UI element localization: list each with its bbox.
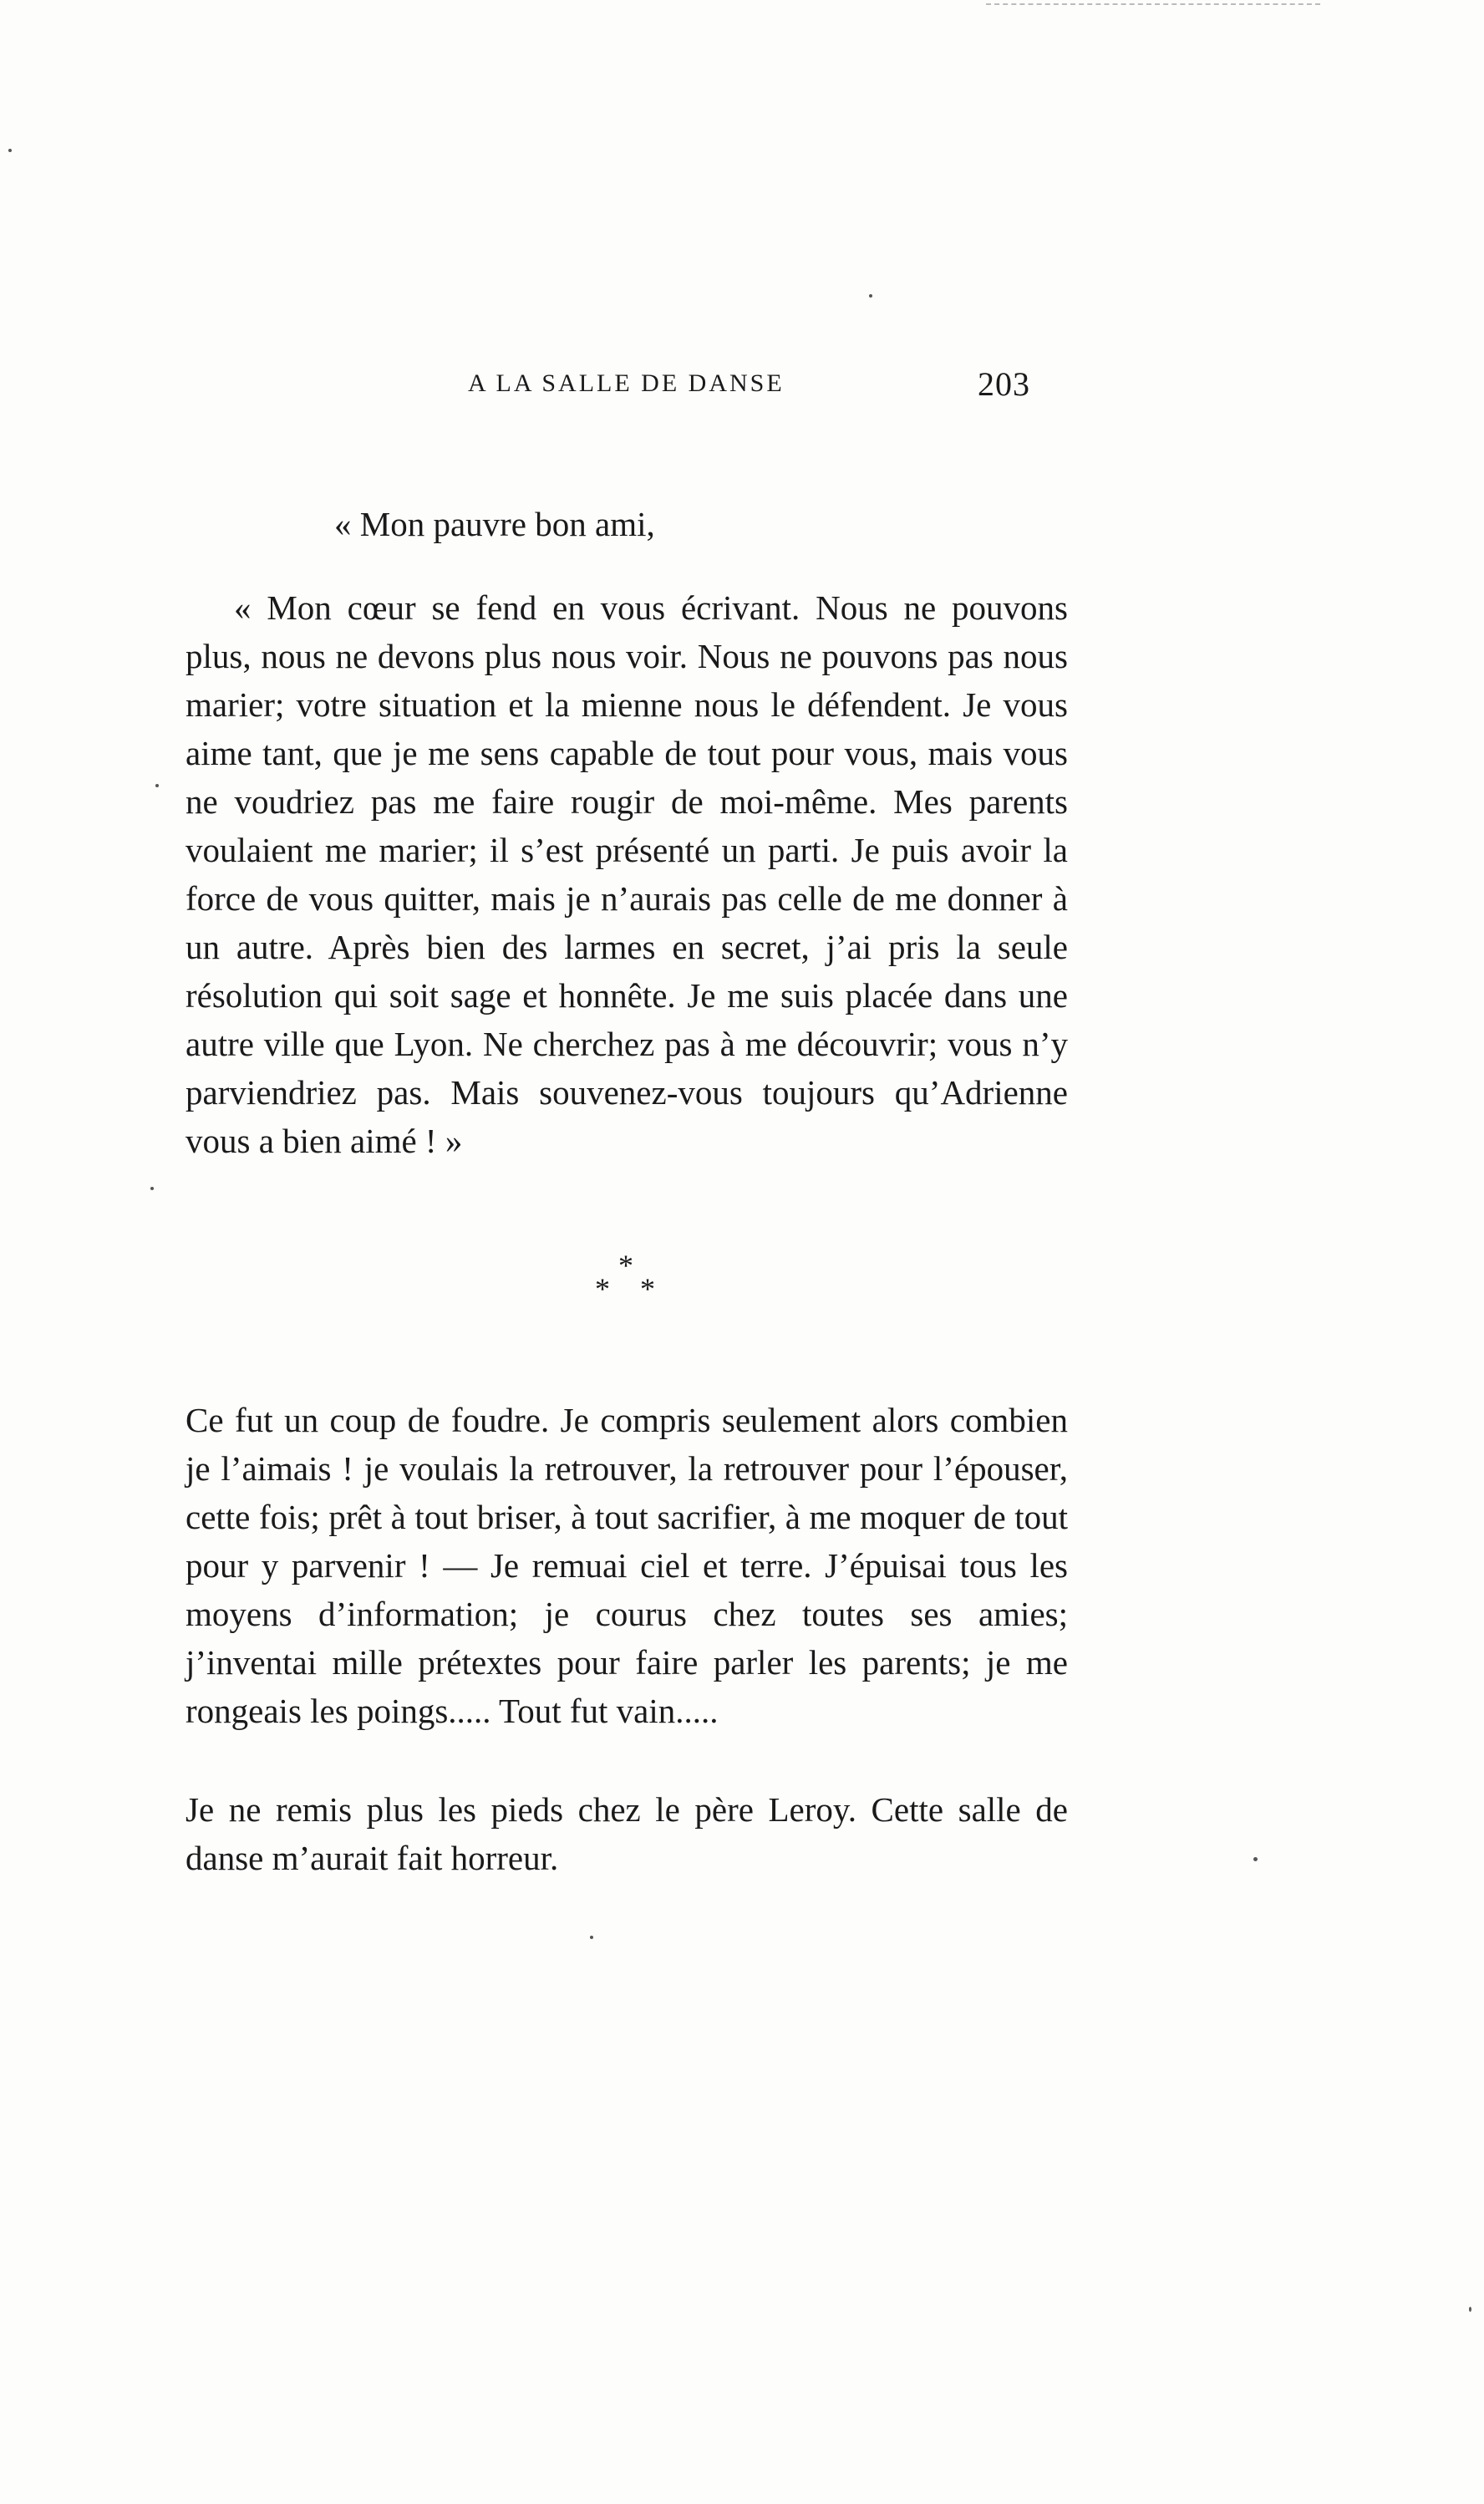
- asterism-star: *: [618, 1249, 633, 1282]
- asterism-star: *: [640, 1272, 655, 1305]
- narrative-paragraph: [186, 1785, 1068, 1882]
- narrative-text: Ce fut un coup de foudre. Je compris seulement alors combien je l’aimais ! je voulais la retrouver, la retrouver pour l’épouser, cette fois; prêt à tout briser, à tout sacrifier, à me moquer de tout pour y parvenir ! — Je remuai ciel et terre. J’épuisai tous les moyens d’information; je courus chez toutes ses amies; j’inventai mille prétextes pour faire parler les parents; je me rongeais les poings..... Tout fut vain.....: [186, 1401, 1068, 1730]
- asterism-star: *: [595, 1272, 610, 1305]
- narrative-paragraph: [186, 1396, 1068, 1735]
- letter-salutation: « Mon pauvre bon ami,: [334, 505, 655, 543]
- running-head: A LA SALLE DE DANSE: [468, 369, 785, 397]
- scan-edge-mark: [986, 3, 1320, 7]
- section-asterism: [577, 1250, 677, 1326]
- narrative-text: Je ne remis plus les pieds chez le père Leroy. Cette salle de danse m’aurait fait horreur.: [186, 1790, 1068, 1877]
- letter-body: « Mon cœur se fend en vous écrivant. Nous ne pouvons plus, nous ne devons plus nous voir. Nous ne pouvons pas nous marier; votre situation et la mienne nous le défendent. Je vous aime tant, que je me sens capable de tout pour vous, mais vous ne voudriez pas me faire rougir de moi-même. Mes parents voulaient me marier; il s’est présenté un parti. Je puis avoir la force de vous quitter, mais je n’aurais pas celle de me donner à un autre. Après bien des larmes en secret, j’ai pris la seule résolution qui soit sage et honnête. Je me suis placée dans une autre ville que Lyon. Ne cherchez pas à me découvrir; vous n’y parviendriez pas. Mais souvenez-vous toujours qu’Adrienne vous a bien aimé ! »: [186, 588, 1068, 1160]
- page-number: 203: [978, 365, 1030, 403]
